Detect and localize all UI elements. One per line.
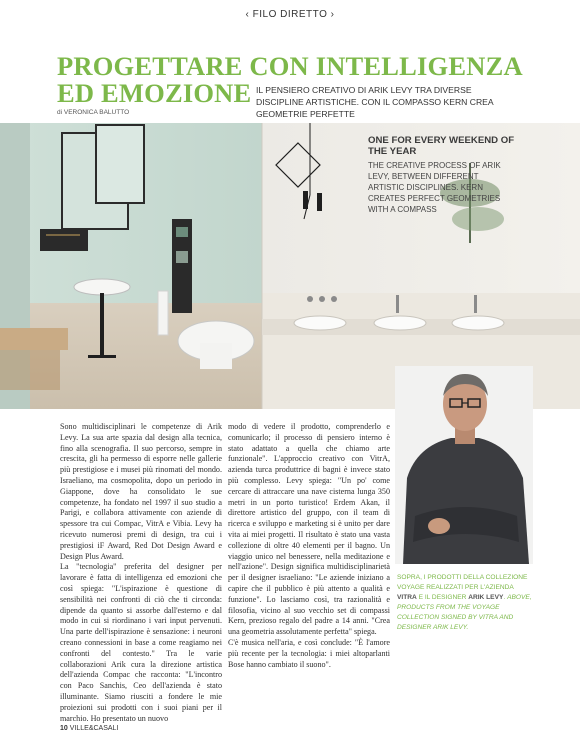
headline-line-1: PROGETTARE CON INTELLIGENZA [57, 51, 523, 81]
body-paragraph: La "tecnologia" preferita del designer per lavorare è fatta di intelligenza ed emozioni che così spiega: "L'ispirazione è questione di sensibilità nei confronti di ciò che ti circonda: dipende da quanto si assorbe dall'esterno e dal modo in cui si riordinano i vari input pervenuti. Una parte dell'ispirazione è sensazione: i neuroni creano connessioni in base a come reagiamo nei confronti del contesto." Tra le varie collaborazioni Arik cura la direzione artistica dell'azienda Compac che racconta: "L'incontro con Paco Sanchis, Ceo dell'azienda è stato illuminante. Siamo riusciti a fondere le mie proiezioni sui prodotti con i suoi piani per il marchio. Ho presentato un nuovo [60, 562, 222, 723]
article-standfirst: IL PENSIERO CREATIVO DI ARIK LEVY TRA DIVERSE DISCIPLINE ARTISTICHE. CON IL COMPASSO KERN CREA GEOMETRIE PERFETTE [256, 85, 494, 119]
designer-portrait [395, 366, 533, 564]
body-paragraph: C'è musica nell'aria, e così conclude: "È l'amore più recente per la tecnologia: i miei altoparlanti Bose hanno cambiato il suono". [228, 637, 390, 669]
article-byline: di VERONICA BALUTTO [57, 109, 130, 116]
article-body-column-1 [60, 422, 222, 724]
english-caption-text: THE CREATIVE PROCESS OF ARIK LEVY, BETWEEN DIFFERENT ARTISTIC DISCIPLINES. KERN CREATES PERFECT GEOMETRIES WITH A COMPASS [368, 161, 501, 214]
caption-brand: VITRA [397, 594, 417, 601]
section-label: ‹ FILO DIRETTO › [245, 9, 335, 20]
designer-portrait-illustration [395, 366, 533, 564]
english-caption-box [368, 135, 516, 215]
magazine-name: VILLE&CASALI [69, 725, 119, 732]
body-paragraph: modo di vedere il prodotto, comprenderlo e comunicarlo; il processo di pensiero interno è stato adattato a quella che chiamo arte funzionale". L'approccio creativo con VitrA, azienda turca produttrice di bagni è invece stato più complesso. Levy spiega: "Un po' come cercare di attraccare una nave cisterna lunga 350 metri in un porto turistico! Erdem Akan, il direttore artistico del gruppo, con il team di ricerca e sviluppo e marketing si è unito per dare vita ai miei progetti. Il risultato è stato una vasta collezione di oltre 40 elementi per il bagno. Un viaggio unico nel benessere, nella meditazione e nell'azione". Design significa multidisciplinarietà per il designer israeliano: "Le aziende iniziano a capire che il pubblico è più attento a qualità e funzione". Lo lasciamo così, tra razionalità e filosofia, vicino al suo vecchio set di compassi Kern, prezioso regalo del padre a 14 anni. "Crea una geometria assolutamente perfetta" spiega. [228, 422, 390, 637]
photo-caption-english: ABOVE, PRODUCTS FROM THE VOYAGE COLLECTION SIGNED BY VITRA AND DESIGNER ARIK LEVY. [397, 594, 532, 631]
caption-text: . [503, 594, 506, 601]
body-paragraph: Sono multidisciplinari le competenze di Arik Levy. La sua arte spazia dal design alla tecnica, fino alla scenografia. Il suo percorso, sempre in crescita, gli ha permesso di esporre nelle gallerie più prestigiose e i musei più rinomati del mondo. Israeliano, ma cosmopolita, dopo un periodo in Giappone, dove ha consolidato le sue competenze, ha fondato nel 1997 il suo studio a Parigi, e collabora attivamente con aziende di spessore tra cui Compac, VitrA e Vibia. Levy ha ricevuto numerosi premi di design, tra cui i prestigiosi iF Award, Red Dot Design Award e Design Plus Award. [60, 422, 222, 561]
english-caption-title: ONE FOR EVERY WEEKEND OF THE YEAR [368, 135, 515, 157]
page-number: 10 [60, 725, 68, 732]
photo-caption [397, 573, 533, 633]
caption-designer: ARIK LEVY [468, 594, 504, 601]
headline-line-2: ED EMOZIONE [57, 78, 252, 108]
caption-text: E IL DESIGNER [416, 594, 469, 601]
article-body-column-2 [228, 422, 390, 670]
caption-text: SOPRA, I PRODOTTI DELLA COLLEZIONE VOYAGE REALIZZATI PER L'AZIENDA [397, 574, 528, 591]
page-footer [60, 725, 118, 732]
